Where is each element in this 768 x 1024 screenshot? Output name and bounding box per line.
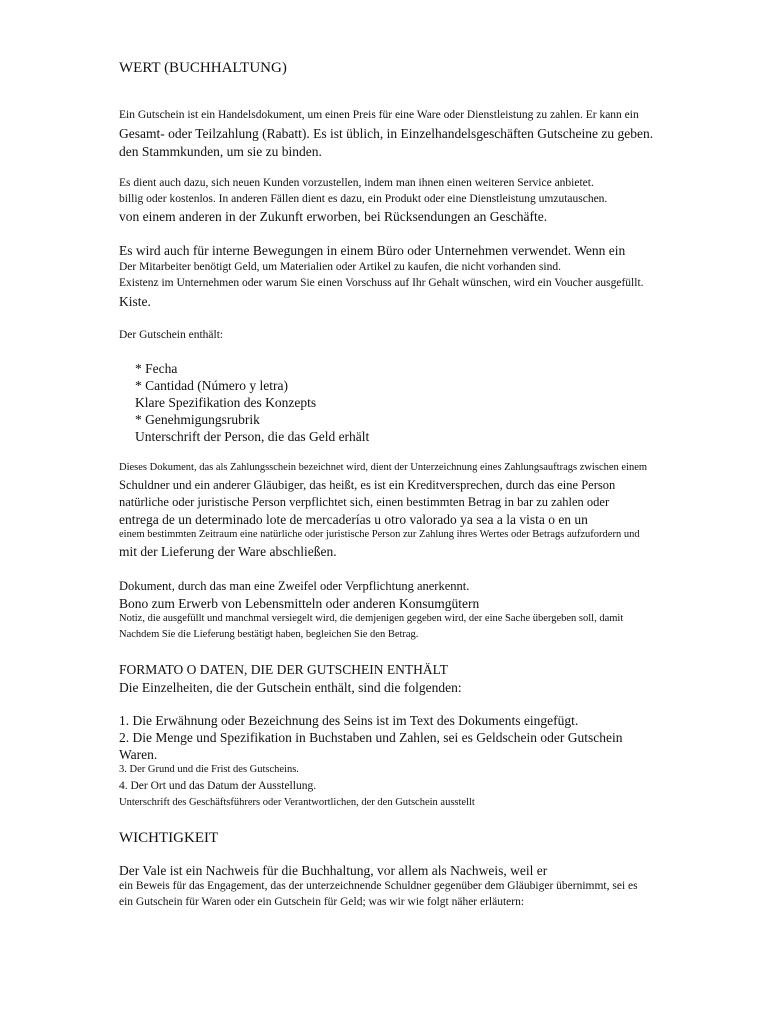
text-line: Es dient auch dazu, sich neuen Kunden vorzustellen, indem man ihnen einen weiteren Service anbietet. [119,177,594,189]
text-line: Der Mitarbeiter benötigt Geld, um Materialien oder Artikel zu kaufen, die nicht vorhanden sind. [119,261,561,273]
text-line: ein Beweis für das Engagement, das der unterzeichnende Schuldner gegenüber dem Gläubiger übernimmt, sei es [119,880,638,892]
list-item: 4. Der Ort und das Datum der Ausstellung. [119,780,317,792]
list-item: Waren. [119,747,158,762]
importance-heading: WICHTIGKEIT [119,830,219,846]
list-item: Unterschrift der Person, die das Geld erhält [135,429,370,444]
text-line: Kiste. [119,294,151,309]
text-line: Bono zum Erwerb von Lebensmitteln oder anderen Konsumgütern [119,596,480,611]
text-line: Ein Gutschein ist ein Handelsdokument, um einen Preis für eine Ware oder Dienstleistung zu zahlen. Er kann ein [119,109,639,121]
text-line: Dokument, durch das man eine Zweifel oder Verpflichtung anerkennt. [119,579,470,593]
list-item: 3. Der Grund und die Frist des Gutscheins. [119,764,299,775]
format-intro: Die Einzelheiten, die der Gutschein enthält, sind die folgenden: [119,680,462,695]
list-item: * Fecha [135,361,178,376]
text-line: Schuldner und ein anderer Gläubiger, das heißt, es ist ein Kreditversprechen, durch das eine Person [119,478,616,492]
text-line: Existenz im Unternehmen oder warum Sie einen Vorschuss auf Ihr Gehalt wünschen, wird ein Voucher ausgefüllt. [119,277,644,289]
list-item: * Cantidad (Número y letra) [135,378,288,393]
text-line: Der Vale ist ein Nachweis für die Buchhaltung, vor allem als Nachweis, weil er [119,863,548,878]
text-line: billig oder kostenlos. In anderen Fällen dient es dazu, ein Produkt oder eine Dienstleistung umzutauschen. [119,193,608,205]
text-line: Nachdem Sie die Lieferung bestätigt haben, begleichen Sie den Betrag. [119,629,419,640]
text-line: mit der Lieferung der Ware abschließen. [119,544,337,559]
list-item: Klare Spezifikation des Konzepts [135,395,317,410]
list-item: Unterschrift des Geschäftsführers oder Verantwortlichen, der den Gutschein ausstellt [119,797,475,808]
list-item: 1. Die Erwähnung oder Bezeichnung des Seins ist im Text des Dokuments eingefügt. [119,713,579,728]
contains-label: Der Gutschein enthält: [119,329,224,341]
text-line: natürliche oder juristische Person verpflichtet sich, einen bestimmten Betrag in bar zu zahlen oder [119,495,610,509]
text-line: Gesamt- oder Teilzahlung (Rabatt). Es ist üblich, in Einzelhandelsgeschäften Gutscheine zu geben. [119,126,654,141]
text-line: den Stammkunden, um sie zu binden. [119,144,322,159]
text-line: Dieses Dokument, das als Zahlungsschein bezeichnet wird, dient der Unterzeichnung eines Zahlungsauftrags zwischen einem [119,462,648,473]
text-line: Notiz, die ausgefüllt und manchmal versiegelt wird, die demjenigen gegeben wird, der eine Sache übergeben soll, damit [119,613,624,624]
page-title: WERT (BUCHHALTUNG) [119,60,287,76]
text-line: entrega de un determinado lote de mercaderías u otro valorado ya sea a la vista o en un [119,512,588,527]
text-line: einem bestimmten Zeitraum eine natürliche oder juristische Person zur Zahlung ihres Wertes oder Betrags aufzufordern und [119,529,640,540]
list-item: * Genehmigungsrubrik [135,412,260,427]
list-item: 2. Die Menge und Spezifikation in Buchstaben und Zahlen, sei es Geldschein oder Gutschein [119,730,623,745]
format-heading: FORMATO O DATEN, DIE DER GUTSCHEIN ENTHÄLT [119,662,448,677]
text-line: ein Gutschein für Waren oder ein Gutschein für Geld; was wir wie folgt näher erläutern: [119,896,525,908]
text-line: Es wird auch für interne Bewegungen in einem Büro oder Unternehmen verwendet. Wenn ein [119,243,626,258]
text-line: von einem anderen in der Zukunft erworben, bei Rücksendungen an Geschäfte. [119,209,548,224]
